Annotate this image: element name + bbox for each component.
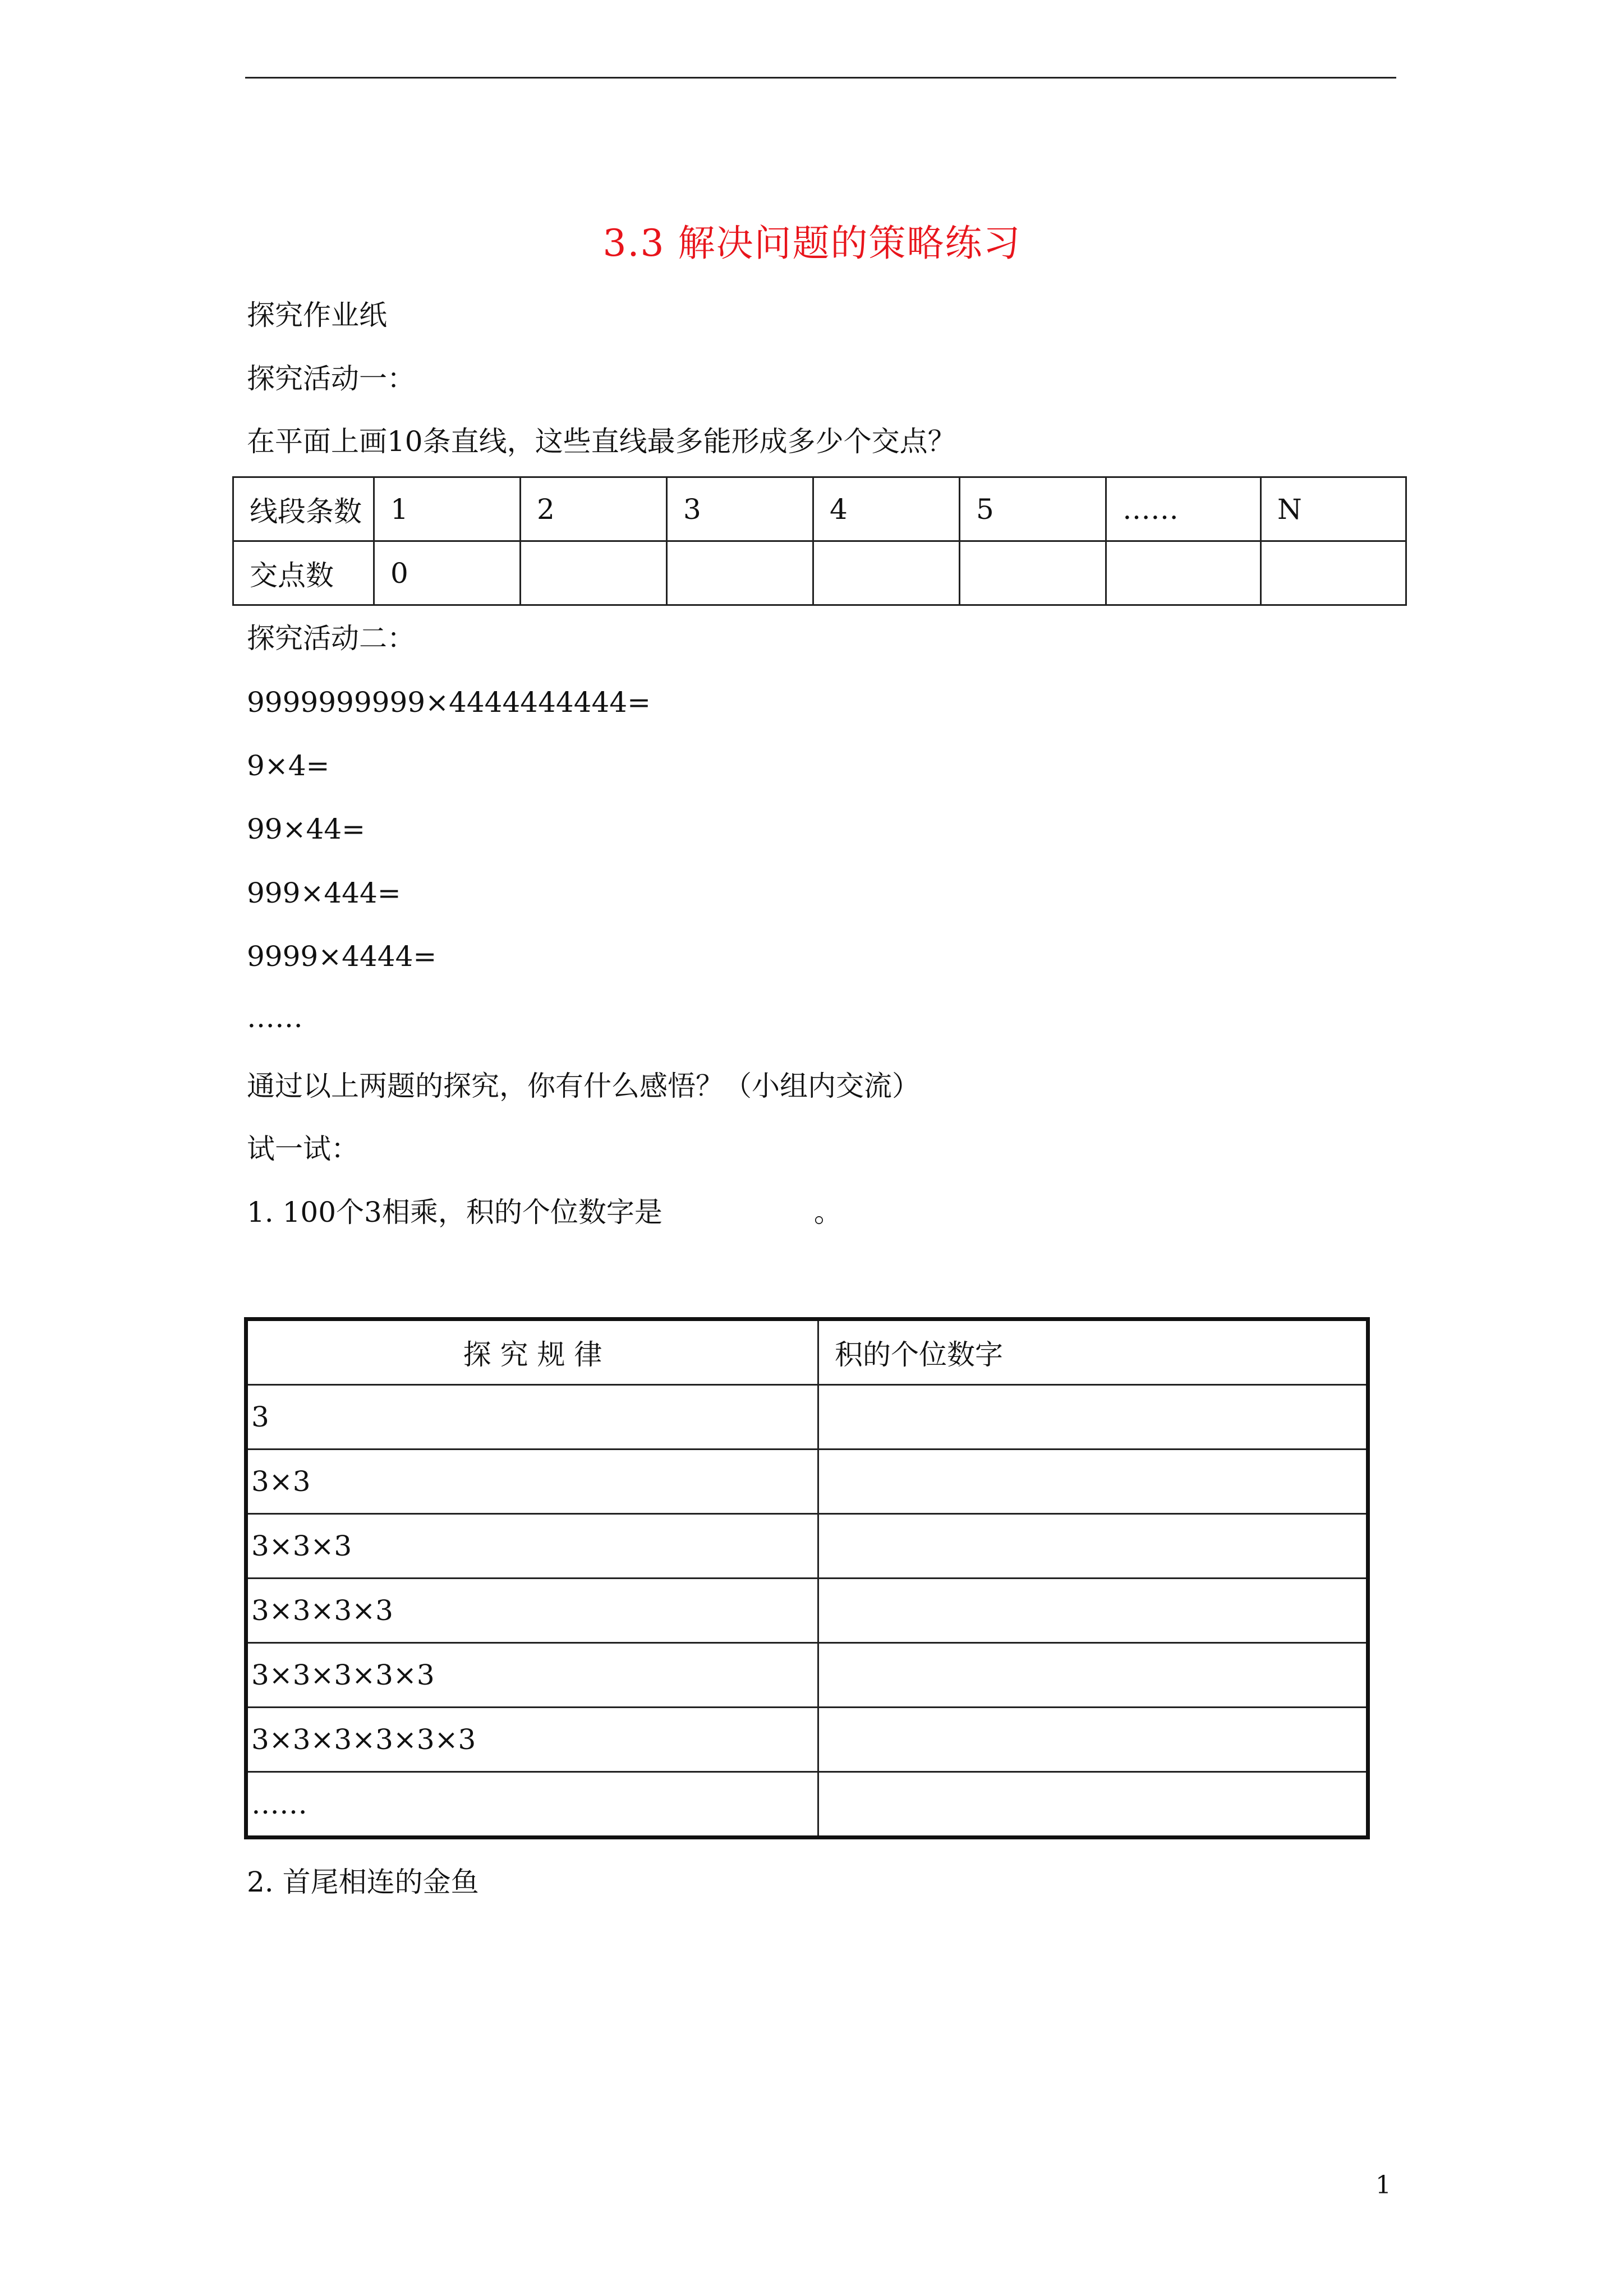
table-row xyxy=(233,477,1406,541)
table-header: 探 究 规 律 xyxy=(246,1319,818,1385)
table-cell: N xyxy=(1261,477,1406,541)
table-cell: 3×3×3×3×3×3 xyxy=(246,1708,818,1772)
table-row xyxy=(246,1772,1368,1838)
table-cell: 3×3 xyxy=(246,1450,818,1514)
question-2: 2. 首尾相连的金鱼 xyxy=(247,1866,479,1898)
equation-line: 99×44= xyxy=(247,813,366,845)
activity1-question: 在平面上画10条直线，这些直线最多能形成多少个交点？ xyxy=(247,425,956,458)
table-cell: …… xyxy=(246,1772,818,1838)
table-cell xyxy=(818,1708,1368,1772)
equation-line: 999×444= xyxy=(247,877,401,909)
table-cell: …… xyxy=(1106,477,1261,541)
table-cell xyxy=(1106,541,1261,605)
table-cell xyxy=(818,1450,1368,1514)
table-row xyxy=(246,1319,1368,1385)
table-cell xyxy=(818,1514,1368,1579)
worksheet-label: 探究作业纸 xyxy=(247,299,387,332)
units-digit-table xyxy=(244,1317,1370,1839)
table-cell: 3×3×3×3 xyxy=(246,1579,818,1643)
table-header: 积的个位数字 xyxy=(818,1319,1368,1385)
table-cell: 交点数 xyxy=(233,541,374,605)
table-cell: 3 xyxy=(246,1385,818,1450)
question-1-end: 。 xyxy=(813,1196,842,1228)
table-cell: 3 xyxy=(667,477,813,541)
question-1-text: 1. 100个3相乘，积的个位数字是 xyxy=(247,1196,663,1228)
question-1 xyxy=(247,1195,842,1229)
activity2-heading: 探究活动二： xyxy=(247,622,415,655)
table-cell: 3×3×3 xyxy=(246,1514,818,1579)
equation-line: 9×4= xyxy=(247,749,330,782)
table-cell xyxy=(818,1772,1368,1838)
table-cell xyxy=(1261,541,1406,605)
equation-line: 9999×4444= xyxy=(247,940,437,973)
activity1-heading: 探究活动一： xyxy=(247,362,415,395)
intersection-table xyxy=(232,476,1407,606)
table-row xyxy=(246,1643,1368,1708)
table-row xyxy=(246,1450,1368,1514)
table-row xyxy=(233,541,1406,605)
reflection-question: 通过以上两题的探究，你有什么感悟？（小组内交流） xyxy=(247,1070,920,1102)
table-cell: 3×3×3×3×3 xyxy=(246,1643,818,1708)
table-cell: 1 xyxy=(374,477,521,541)
table-cell xyxy=(667,541,813,605)
table-cell xyxy=(960,541,1106,605)
try-it-heading: 试一试： xyxy=(247,1133,359,1165)
table-cell xyxy=(818,1579,1368,1643)
table-cell xyxy=(818,1643,1368,1708)
header-rule xyxy=(245,77,1396,79)
table-row xyxy=(246,1708,1368,1772)
table-row xyxy=(246,1385,1368,1450)
table-cell: 5 xyxy=(960,477,1106,541)
page-title: 3.3 解决问题的策略练习 xyxy=(602,222,1022,265)
table-cell xyxy=(818,1385,1368,1450)
table-row xyxy=(246,1579,1368,1643)
table-cell xyxy=(521,541,667,605)
table-cell: 2 xyxy=(521,477,667,541)
ellipsis-line: …… xyxy=(247,1001,303,1034)
equation-line: 9999999999×4444444444= xyxy=(247,686,651,719)
table-cell: 4 xyxy=(813,477,960,541)
page-number: 1 xyxy=(1375,2171,1391,2200)
table-cell: 0 xyxy=(374,541,521,605)
table-cell: 线段条数 xyxy=(233,477,374,541)
table-cell xyxy=(813,541,960,605)
table-row xyxy=(246,1514,1368,1579)
